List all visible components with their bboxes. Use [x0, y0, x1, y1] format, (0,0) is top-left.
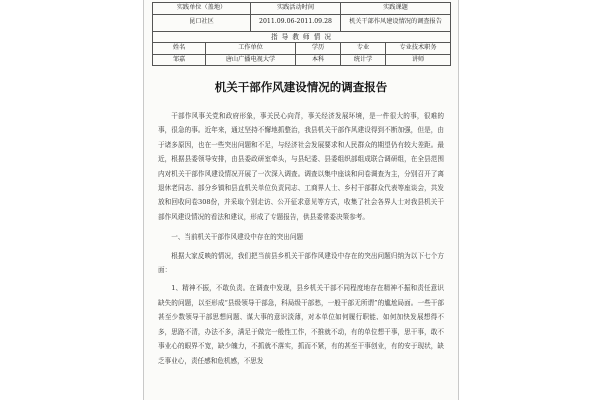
table-cell: 学历 [296, 43, 341, 55]
table-cell: 专业 [341, 43, 386, 55]
table-cell: 实践课题 [341, 3, 451, 15]
table-cell: 实践活动时间 [251, 3, 341, 15]
table-cell: 昆口社区 [153, 14, 251, 31]
paragraph: 干部作风事关党和政府形象，事关民心向背，事关经济发展环境，是一件很大的事，很难的事，很急的事。近年来，通过坚持不懈地抓整治，我县机关干部作风建设得到不断加强，但是，由于诸多原因，也在一些突出问题和不足，与经济社会发展要求和人民群众的期望仍有较大差距。最近，根据县委领导安排，由县委政研室牵头，与县纪委、县委组织部组成联合调研组，在全县范围内对机关干部作风建设情况开展了一次深入调查。调查以集中座谈和问卷调查为主，分别召开了离退休老同志、部分乡镇和县直机关单位负责同志、工商界人士、乡村干部群众代表等座谈会，共发放和回收问卷308份，并采取个别走访、公开征求意见等方式，收集了社会各界人士对我县机关干部作风建设情况的看法和建议，形成了专题报告，供县委常委决策参考。 [158, 112, 444, 221]
table-cell: 统计学 [341, 54, 386, 66]
report-title: 机关干部作风建设情况的调查报告 [214, 80, 388, 94]
table-row [153, 3, 451, 15]
section-heading: 一、当前机关干部作风建设中存在的突出问题 [171, 233, 304, 242]
paragraph: 1、精神不振，不敢负责。在调查中发现，县乡机关干部不同程度地存在精神不振和责任意识缺失的问题，以至形成“县级领导干部急，科局级干部愁，一般干部无所谓”的尴尬局面。一些干部甚至少数领导干部思想问题、谋大事的意识淡薄，对本单位如何履行职能、如何加快发展想得不多，思路不清，办法不多，满足于做完一般性工作，不推就不动，有的单位想干事，思干事，敢不事业心的眼界不宽，缺少魄力，不抓就不落实，抓而不紧，有的甚至干事创业，有的安于现状，缺乏事业心，责任感和危机感，不思发 [158, 284, 444, 365]
table-cell: 姓名 [153, 43, 206, 55]
practice-info-table [152, 2, 451, 66]
table-cell: 2011.09.06-2011.09.28 [251, 14, 341, 31]
table-row [153, 43, 451, 55]
table-cell: 讲师 [386, 54, 451, 66]
table-cell: 唐山广播电视大学 [206, 54, 296, 66]
table-row [153, 14, 451, 31]
table-cell: 实践单位（盖地） [153, 3, 251, 15]
document-page [143, 0, 459, 400]
table-cell: 专业技术职务 [386, 43, 451, 55]
table-row [153, 54, 451, 66]
table-cell: 机关干部作风建设情况的调查报告 [341, 14, 451, 31]
table-cell: 工作单位 [206, 43, 296, 55]
section-title: 指 导 教 师 情 况 [153, 31, 451, 43]
report-body [158, 109, 444, 368]
paragraph: 根据大家反映的情况，我们把当前县乡机关干部作风建设中存在的突出问题归纳为以下七个方面： [158, 251, 444, 275]
table-row [153, 31, 451, 43]
table-cell: 本科 [296, 54, 341, 66]
table-cell: 邹嘉 [153, 54, 206, 66]
